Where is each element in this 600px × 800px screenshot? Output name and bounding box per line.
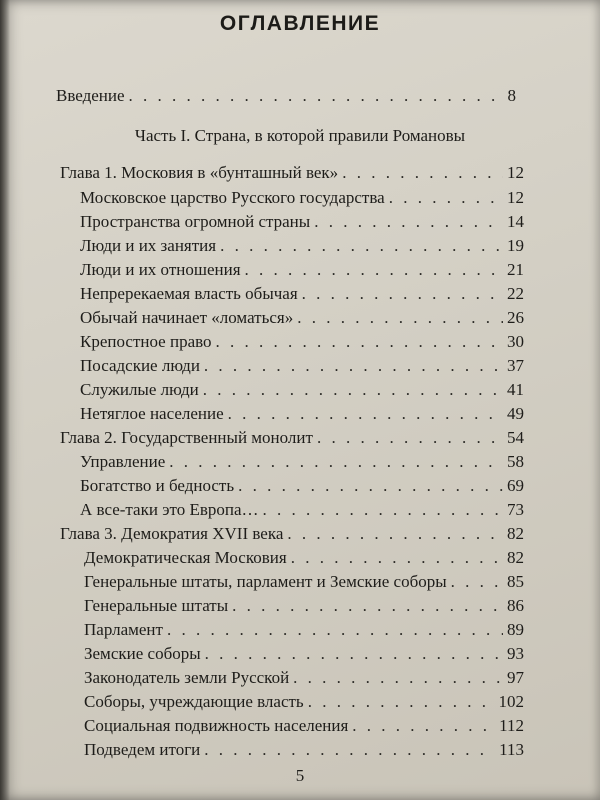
dot-leader (293, 668, 503, 688)
dot-leader (297, 308, 503, 328)
toc-entry-page: 89 (507, 620, 524, 639)
toc-chapter-1 (60, 163, 524, 183)
toc-entry (84, 548, 524, 568)
toc-entry-page: 69 (507, 476, 524, 495)
toc-entry-page: 112 (499, 716, 524, 735)
toc-entry (80, 332, 524, 352)
dot-leader (317, 428, 503, 448)
toc-chapter-label: Глава 3. Демократия XVII века (60, 524, 284, 543)
toc-chapter-label: Глава 2. Государственный монолит (60, 428, 313, 447)
dot-leader (451, 572, 503, 592)
toc-entry (84, 620, 524, 640)
toc-entry-label: Крепостное право (80, 332, 212, 351)
toc-chapter-page: 82 (507, 524, 524, 543)
toc-entry-page: 12 (507, 188, 524, 207)
toc-entry (80, 356, 524, 376)
toc-entry-label: Подведем итоги (84, 740, 201, 759)
toc-entry-label: Московское царство Русского государства (80, 188, 385, 207)
toc-entry-page: 97 (507, 668, 524, 687)
toc-entry-page: 41 (507, 380, 524, 399)
toc-entry-label: Парламент (84, 620, 163, 639)
toc-entry-label: Служилые люди (80, 380, 199, 399)
dot-leader (314, 212, 503, 232)
toc-entry-label: А все-таки это Европа… (80, 500, 259, 519)
dot-leader (238, 476, 503, 496)
toc-entry-page: 102 (498, 692, 524, 711)
toc-entry-label: Социальная подвижность населения (84, 716, 349, 735)
toc-entry (84, 572, 524, 592)
dot-leader (342, 163, 503, 183)
toc-chapter-page: 54 (507, 428, 524, 447)
dot-leader (352, 716, 495, 736)
toc-entry-page: 113 (499, 740, 524, 759)
toc-entry-page: 21 (507, 260, 524, 279)
toc-entry (80, 236, 524, 256)
toc-entry-label: Введение (56, 86, 125, 105)
toc-entry-label: Соборы, учреждающие власть (84, 692, 304, 711)
toc-entry-page: 85 (507, 572, 524, 591)
toc-entry (80, 188, 524, 208)
toc-entry (80, 452, 524, 472)
toc-chapter-page: 12 (507, 163, 524, 182)
dot-leader (129, 86, 504, 106)
toc-entry-label: Люди и их отношения (80, 260, 241, 279)
part-heading: Часть I. Страна, в которой правили Романовы (134, 126, 466, 145)
toc-entry (84, 740, 524, 760)
dot-leader (302, 284, 503, 304)
toc-entry (84, 668, 524, 688)
toc-entry-page: 8 (507, 86, 516, 105)
toc-entry-label: Обычай начинает «ломаться» (80, 308, 294, 327)
toc-entry (80, 476, 524, 496)
toc-entry-label: Богатство и бедность (80, 476, 235, 495)
toc-entry-page: 26 (507, 308, 524, 327)
toc-entry-label: Посадские люди (80, 356, 200, 375)
page-title: ОГЛАВЛЕНИЕ (219, 12, 381, 35)
toc-chapter-3 (60, 524, 524, 544)
dot-leader (232, 596, 503, 616)
toc-entry-page: 58 (507, 452, 524, 471)
toc-entry-label: Земские соборы (84, 644, 201, 663)
toc-entry-page: 19 (507, 236, 524, 255)
toc-entry-label: Нетяглое население (80, 404, 224, 423)
dot-leader (287, 524, 503, 544)
toc-entry-page: 49 (507, 404, 524, 423)
dot-leader (245, 260, 503, 280)
toc-entry-page: 86 (507, 596, 524, 615)
dot-leader (308, 692, 495, 712)
toc-entry (80, 260, 524, 280)
toc-entry (84, 596, 524, 616)
toc-entry-page: 22 (507, 284, 524, 303)
dot-leader (389, 188, 503, 208)
toc-entry (80, 308, 524, 328)
dot-leader (169, 452, 503, 472)
toc-chapter-label: Глава 1. Московия в «бунташный век» (60, 163, 339, 182)
dot-leader (204, 356, 503, 376)
dot-leader (220, 236, 503, 256)
toc-entry-label: Генеральные штаты, парламент и Земские соборы (84, 572, 447, 591)
dot-leader (216, 332, 503, 352)
toc-entry-label: Непререкаемая власть обычая (80, 284, 298, 303)
page-number: 5 (295, 766, 305, 785)
toc-entry-page: 30 (507, 332, 524, 351)
toc-entry-label: Люди и их занятия (80, 236, 217, 255)
toc-entry (80, 404, 524, 424)
dot-leader (204, 740, 495, 760)
toc-entry-label: Пространства огромной страны (80, 212, 311, 231)
toc-entry (80, 212, 524, 232)
toc-entry-page: 93 (507, 644, 524, 663)
toc-entry (84, 692, 524, 712)
toc-entry (80, 284, 524, 304)
toc-entry-page: 73 (507, 500, 524, 519)
toc-entry-page: 82 (507, 548, 524, 567)
toc-entry-page: 14 (507, 212, 524, 231)
dot-leader (263, 500, 503, 520)
toc-entry-label: Генеральные штаты (84, 596, 229, 615)
toc-entry (84, 644, 524, 664)
toc-entry-page: 37 (507, 356, 524, 375)
toc-entry-intro (56, 86, 516, 106)
dot-leader (203, 380, 503, 400)
toc-entry (80, 500, 524, 520)
dot-leader (291, 548, 503, 568)
dot-leader (205, 644, 503, 664)
toc-entry-label: Управление (80, 452, 166, 471)
toc-entry (80, 380, 524, 400)
toc-entry (84, 716, 524, 736)
toc-entry-label: Законодатель земли Русской (84, 668, 290, 687)
toc-chapter-2 (60, 428, 524, 448)
dot-leader (228, 404, 503, 424)
toc-entry-label: Демократическая Московия (84, 548, 287, 567)
dot-leader (167, 620, 503, 640)
